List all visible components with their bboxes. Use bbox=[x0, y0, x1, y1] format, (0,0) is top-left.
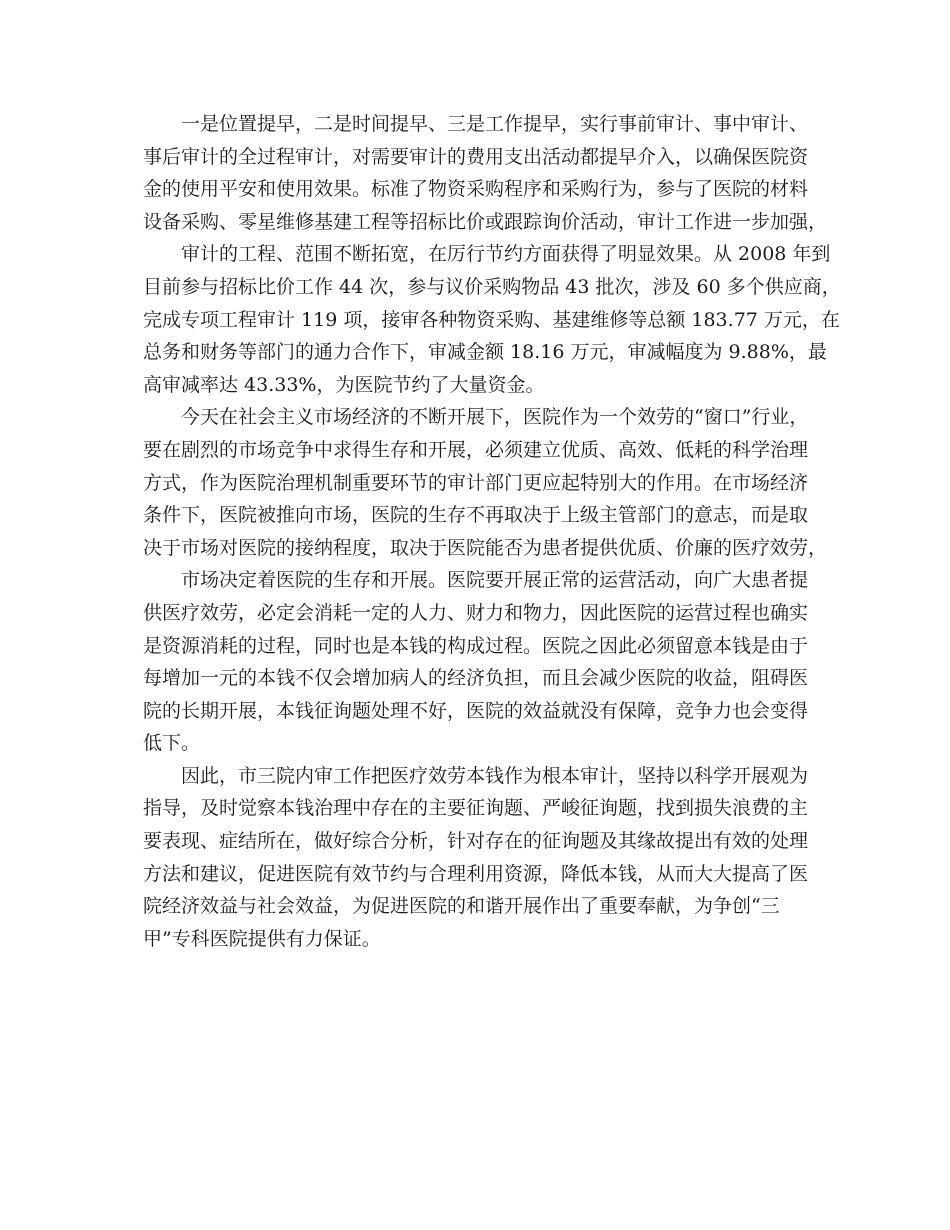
text-line: 甲”专科医院提供有力保证。 bbox=[143, 927, 381, 950]
document-body bbox=[143, 108, 841, 955]
text-line: 决于市场对医院的接纳程度，取决于医院能否为患者提供优质、价廉的医疗效劳， bbox=[143, 536, 828, 559]
text-line: 今天在社会主义市场经济的不断开展下，医院作为一个效劳的“窗口”行业， bbox=[181, 406, 809, 429]
text-line: 目前参与招标比价工作 44 次，参与议价采购物品 43 批次，涉及 60 多个供应商， bbox=[143, 275, 841, 298]
text-line: 总务和财务等部门的通力合作下，审减金额 18.16 万元，审减幅度为 9.88%，最 bbox=[143, 341, 827, 364]
paragraph-2 bbox=[143, 238, 841, 401]
text-line: 方法和建议，促进医院有效节约与合理利用资源，降低本钱，从而大大提高了医 bbox=[143, 862, 809, 885]
text-line: 金的使用平安和使用效果。标准了物资采购程序和采购行为，参与了医院的材料 bbox=[143, 178, 809, 201]
text-line: 市场决定着医院的生存和开展。医院要开展正常的运营活动，向广大患者提 bbox=[181, 569, 809, 592]
text-line: 方式，作为医院治理机制重要环节的审计部门更应起特别大的作用。在市场经济 bbox=[143, 471, 809, 494]
text-line: 低下。 bbox=[143, 732, 201, 755]
text-line: 一是位置提早，二是时间提早、三是工作提早，实行事前审计、事中审计、 bbox=[181, 113, 809, 135]
text-line: 高审减率达 43.33%，为医院节约了大量资金。 bbox=[143, 373, 545, 396]
text-line: 条件下，医院被推向市场，医院的生存不再取决于上级主管部门的意志，而是取 bbox=[143, 504, 809, 527]
text-line: 要表现、症结所在，做好综合分析，针对存在的征询题及其缘故提出有效的处理 bbox=[143, 830, 809, 853]
text-line: 设备采购、零星维修基建工程等招标比价或跟踪询价活动，审计工作进一步加强， bbox=[143, 210, 828, 233]
paragraph-4 bbox=[143, 564, 813, 760]
text-line: 每增加一元的本钱不仅会增加病人的经济负担，而且会减少医院的收益，阻碍医 bbox=[143, 667, 809, 690]
text-line: 是资源消耗的过程，同时也是本钱的构成过程。医院之因此必须留意本钱是由于 bbox=[143, 634, 809, 657]
text-line: 供医疗效劳，必定会消耗一定的人力、财力和物力，因此医院的运营过程也确实 bbox=[143, 601, 809, 624]
text-line: 完成专项工程审计 119 项，接审各种物资采购、基建维修等总额 183.77 万元，在 bbox=[143, 308, 840, 331]
paragraph-1 bbox=[143, 108, 828, 238]
text-line: 院经济效益与社会效益，为促进医院的和谐开展作出了重要奉献，为争创“三 bbox=[143, 895, 780, 918]
paragraph-3 bbox=[143, 401, 828, 564]
text-line: 院的长期开展，本钱征询题处理不好，医院的效益就没有保障，竞争力也会变得 bbox=[143, 699, 809, 722]
text-line: 事后审计的全过程审计，对需要审计的费用支出活动都提早介入，以确保医院资 bbox=[143, 145, 809, 168]
text-line: 审计的工程、范围不断拓宽，在厉行节约方面获得了明显效果。从 2008 年到 bbox=[181, 243, 831, 266]
paragraph-5 bbox=[143, 760, 813, 956]
text-line: 因此，市三院内审工作把医疗效劳本钱作为根本审计，坚持以科学开展观为 bbox=[181, 764, 809, 787]
text-line: 要在剧烈的市场竞争中求得生存和开展，必须建立优质、高效、低耗的科学治理 bbox=[143, 438, 809, 461]
text-line: 指导，及时觉察本钱治理中存在的主要征询题、严峻征询题，找到损失浪费的主 bbox=[143, 797, 809, 820]
